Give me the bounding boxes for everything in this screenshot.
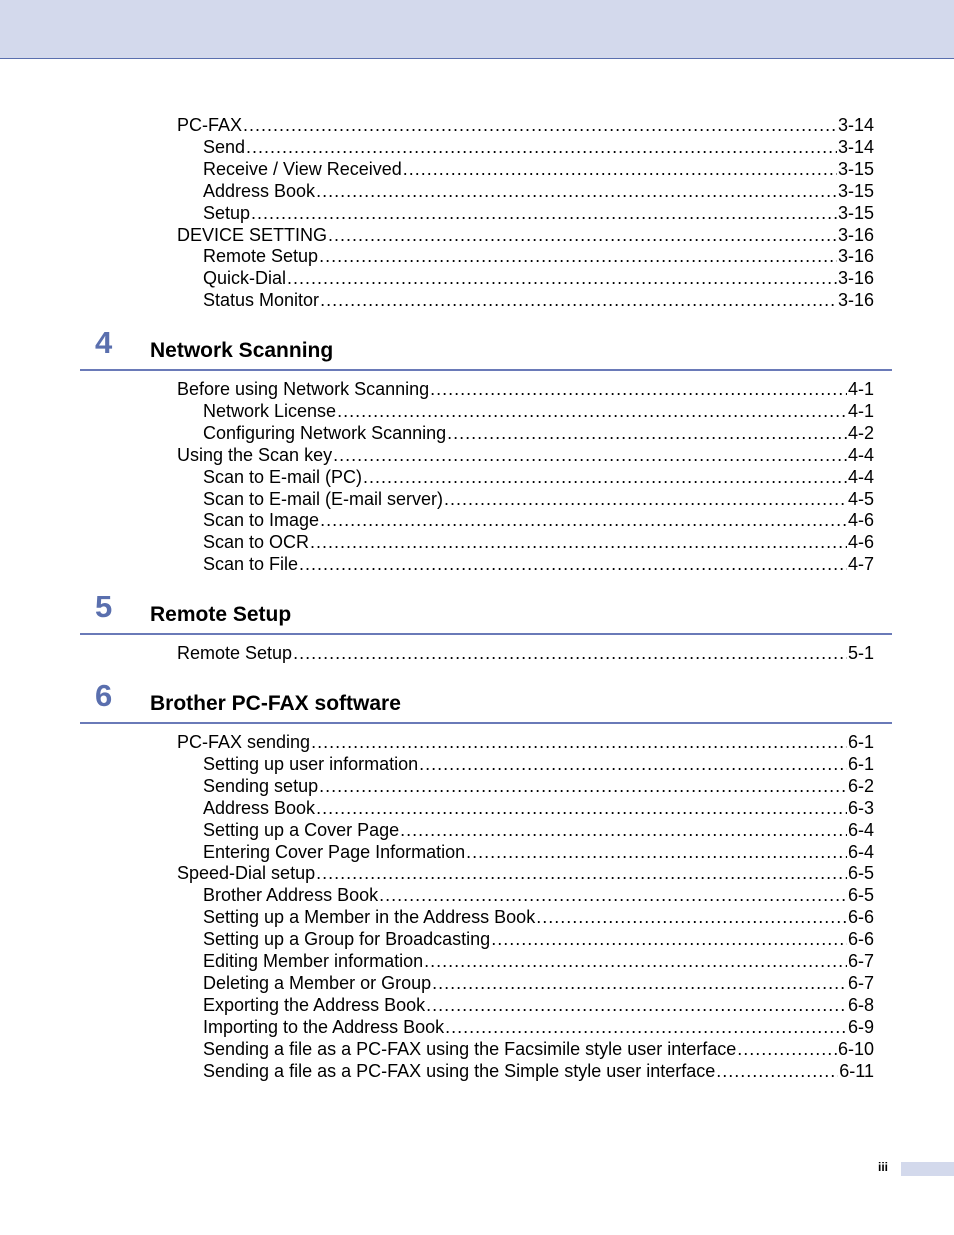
toc-entry-title: Address Book [203,180,316,201]
toc-entry-title: Remote Setup [203,246,319,267]
toc-leader-dots [426,994,847,1016]
toc-leader-dots [716,1060,838,1082]
toc-leader-dots [319,775,847,797]
toc-entry-title: Speed-Dial setup [177,863,316,884]
toc-entry-page: 3-16 [837,290,874,311]
toc-leader-dots [419,753,847,775]
toc-entry-title: Address Book [203,797,316,818]
header-band [0,0,954,59]
toc-entry-page: 6-5 [847,863,874,884]
toc-entry-page: 6-9 [847,1016,874,1037]
toc-entry-page: 5-1 [847,643,874,663]
toc-leader-dots [444,488,847,510]
toc-entry-title: Send [203,136,246,157]
toc-entry-page: 3-16 [837,268,874,289]
toc-entry-title: Setting up a Cover Page [203,819,400,840]
toc-entry-title: Scan to OCR [203,532,310,553]
toc-entry-title: Sending a file as a PC-FAX using the Facsimile style user interface [203,1038,737,1059]
toc-leader-dots [363,466,847,488]
toc-entry-title: Deleting a Member or Group [203,972,432,993]
toc-entry-title: Exporting the Address Book [203,994,426,1015]
toc-entry[interactable] [203,884,874,906]
chapter-number: 4 [95,325,113,360]
chapter-number: 5 [95,589,113,624]
toc-entry-title: Importing to the Address Book [203,1016,445,1037]
toc-entry-page: 6-5 [847,885,874,906]
toc-entry[interactable] [177,862,874,884]
toc-entry[interactable] [177,731,874,753]
toc-entry-title: Scan to File [203,554,299,575]
toc-entry[interactable] [177,378,874,400]
toc-entry[interactable] [203,819,874,841]
toc-leader-dots [447,422,847,444]
toc-leader-dots [337,400,847,422]
toc-leader-dots [491,928,847,950]
toc-entry[interactable] [177,444,874,466]
toc-entry-page: 4-2 [847,422,874,443]
toc-entry-title: Network License [203,400,337,421]
toc-entry-title: Before using Network Scanning [177,379,430,399]
toc-entry-page: 6-4 [847,841,874,862]
toc-leader-dots [320,509,847,531]
toc-entry-page: 4-6 [847,532,874,553]
toc-entry-title: Remote Setup [177,643,293,663]
toc-entry-title: Scan to Image [203,510,320,531]
chapter-title: Brother PC-FAX software [150,692,401,715]
toc-entry-title: Sending a file as a PC-FAX using the Simple style user interface [203,1060,716,1081]
toc-entry-page: 4-6 [847,510,874,531]
toc-leader-dots [379,884,847,906]
toc-entry[interactable] [203,488,874,510]
toc-entry[interactable] [203,136,874,158]
toc-entry-page: 3-16 [837,224,874,245]
toc-leader-dots [299,553,847,575]
page-tab-marker [901,1162,954,1176]
chapter-heading-4 [80,325,892,371]
toc-entry-page: 6-1 [847,732,874,752]
toc-leader-dots [316,862,847,884]
toc-entry[interactable] [177,114,874,136]
toc-entry[interactable] [203,950,874,972]
toc-leader-dots [320,289,837,311]
toc-entry-page: 3-15 [837,158,874,179]
toc-entry[interactable] [203,1060,874,1082]
toc-entry[interactable] [203,466,874,488]
toc-entry[interactable] [203,753,874,775]
toc-entry-page: 3-14 [837,136,874,157]
toc-entry-page: 4-4 [847,466,874,487]
toc-leader-dots [293,642,847,664]
toc-entry[interactable] [203,158,874,180]
toc-leader-dots [243,114,837,136]
toc-entry-page: 3-15 [837,180,874,201]
chapter-title: Network Scanning [150,339,334,362]
toc-entry-title: Setting up a Member in the Address Book [203,907,536,928]
toc-leader-dots [328,224,837,246]
toc-leader-dots [430,378,847,400]
toc-entry-page: 6-7 [847,972,874,993]
toc-leader-dots [319,245,837,267]
chapter-number: 6 [95,678,113,713]
toc-entry[interactable] [203,202,874,224]
toc-entry[interactable] [203,531,874,553]
toc-entry-page: 6-8 [847,994,874,1015]
toc-leader-dots [536,906,847,928]
toc-entry-page: 6-2 [847,775,874,796]
toc-entry-title: DEVICE SETTING [177,224,328,245]
toc-entry[interactable] [203,180,874,202]
toc-entry-page: 6-6 [847,907,874,928]
toc-entry[interactable] [203,841,874,863]
toc-entry[interactable] [177,642,874,664]
toc-entry-title: Editing Member information [203,951,424,971]
toc-entry-page: 6-6 [847,929,874,950]
toc-entry[interactable] [203,906,874,928]
toc-entry-title: Scan to E-mail (E-mail server) [203,488,444,509]
toc-entry-page: 4-4 [847,444,874,465]
toc-entry-title: PC-FAX sending [177,732,311,752]
toc-leader-dots [287,267,837,289]
page-number: iii [878,1160,889,1174]
toc-entry-page: 4-7 [847,554,874,575]
toc-entry[interactable] [203,797,874,819]
toc-entry-title: Configuring Network Scanning [203,422,447,443]
toc-entry-page: 6-7 [847,951,874,971]
toc-entry[interactable] [203,400,874,422]
toc-entry[interactable] [203,509,874,531]
toc-entry-title: PC-FAX [177,115,243,135]
toc-entry[interactable] [203,289,874,311]
toc-leader-dots [246,136,837,158]
toc-entry-title: Sending setup [203,775,319,796]
toc-leader-dots [737,1038,837,1060]
toc-entry-title: Brother Address Book [203,885,379,906]
chapter-title: Remote Setup [150,603,292,626]
toc-leader-dots [310,531,847,553]
toc-entry-title: Entering Cover Page Information [203,841,466,862]
toc-entry-title: Receive / View Received [203,158,402,179]
toc-entry-page: 6-11 [839,1060,874,1081]
toc-entry-title: Setup [203,202,251,223]
toc-entry-page: 4-1 [847,400,874,421]
toc-entry-title: Status Monitor [203,290,320,311]
toc-entry[interactable] [203,422,874,444]
toc-entry[interactable] [203,267,874,289]
toc-leader-dots [466,841,847,863]
chapter-heading-5 [80,589,892,635]
toc-entry[interactable] [203,1016,874,1038]
toc-entry-page: 4-1 [847,379,874,399]
toc-entry-page: 6-4 [847,819,874,840]
toc-entry-title: Setting up user information [203,753,419,774]
toc-entry[interactable] [203,928,874,950]
toc-leader-dots [316,180,837,202]
toc-leader-dots [333,444,847,466]
toc-entry[interactable] [203,775,874,797]
toc-entry-page: 3-14 [837,115,874,135]
toc-entry-page: 4-5 [847,488,874,509]
toc-entry-page: 6-10 [837,1038,874,1059]
toc-leader-dots [445,1016,847,1038]
toc-entry[interactable] [203,972,874,994]
toc-entry-page: 3-15 [837,202,874,223]
toc-entry-title: Using the Scan key [177,444,333,465]
toc-leader-dots [432,972,847,994]
toc-entry-page: 6-3 [847,797,874,818]
toc-entry-page: 3-16 [837,246,874,267]
toc-leader-dots [403,158,837,180]
toc-entry-page: 6-1 [847,753,874,774]
toc-entry[interactable] [203,994,874,1016]
toc-entry-title: Quick-Dial [203,268,287,289]
toc-leader-dots [251,202,837,224]
toc-leader-dots [311,731,847,753]
toc-leader-dots [424,950,847,972]
toc-leader-dots [316,797,847,819]
toc-entry[interactable] [203,1038,874,1060]
toc-entry[interactable] [203,553,874,575]
toc-leader-dots [400,819,847,841]
toc-entry-title: Scan to E-mail (PC) [203,466,363,487]
toc-entry-title: Setting up a Group for Broadcasting [203,929,491,950]
chapter-heading-6 [80,678,892,724]
toc-entry[interactable] [203,245,874,267]
toc-entry[interactable] [177,224,874,246]
